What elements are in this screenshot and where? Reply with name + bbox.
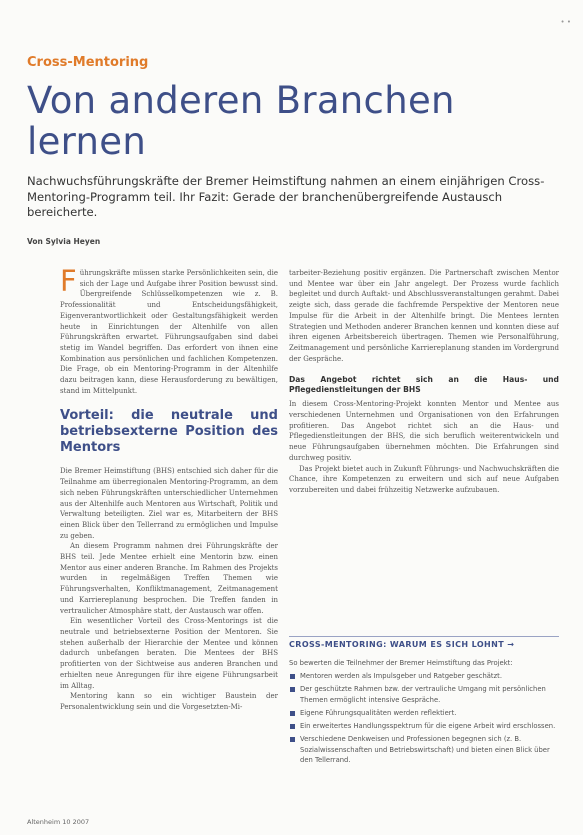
intro-text: ührungskräfte müssen starke Persönlichkeiten sein, die sich der Lage und Aufgabe ihrer Position bewusst sind. Übergreifende Schlüsselkompetenzen wie z. B. Professionalität und Entscheidungsfähigkeit, Eigenverantwortlichkeit oder Gestaltungsfähigkeit werden heute in Einrichtungen der Altenhilfe von allen Führungskräften erwartet. Führungsaufgaben sind dabei stetig im Wandel begriffen. Das erfordert von ihnen eine Kombination aus persönlichen und fachlichen Kompetenzen. Die Frage, ob ein Mentoring-Programm in der Altenhilfe dazu beitragen kann, diese Herausforderung zu bewältigen, stand im Mittelpunkt. [60, 269, 278, 395]
subhead-offer: Das Angebot richtet sich an die Haus- und Pflegedienstleitungen der BHS [289, 375, 559, 395]
body-paragraph: Ein wesentlicher Vorteil des Cross-Mentorings ist die neutrale und betriebsexterne Position der Mentoren. Sie stehen außerhalb der Hierarchie der Mentee und können dadurch unbefangen beraten. Die Mentees der BHS profitierten von der Sichtweise aus anderen Branchen und erhielten neue Anregungen für ihre eigene Führungsarbeit im Alltag. [60, 617, 278, 690]
body-paragraph: tarbeiter-Beziehung positiv ergänzen. Die Partnerschaft zwischen Mentor und Mentee war über ein Jahr angelegt. Der Prozess wurde fachlich begleitet und durch Auftakt- und Abschlussveranstaltungen gerahmt. Dabei zeigte sich, dass gerade die fachfremde Perspektive der Mentoren neue Impulse für die Arbeit in der Altenhilfe bringt. Die Mentees lernten Strategien und Methoden anderer Branchen kennen und konnten diese auf ihren eigenen Arbeitsbereich übertragen. Themen wie Personalführung, Zeitmanagement und persönliche Karriereplanung standen im Vordergrund der Gespräche. [289, 269, 559, 363]
article-column-right [289, 268, 559, 628]
article-kicker: Cross-Mentoring [27, 55, 149, 70]
article-lead: Nachwuchsführungskräfte der Bremer Heimstiftung nahmen an einem einjährigen Cross-Mentoring-Programm teil. Ihr Fazit: Gerade der branchenübergreifende Austausch bereicherte. [27, 174, 545, 219]
article-author: Von Sylvia Heyen [27, 237, 101, 246]
list-item: Mentoren werden als Impulsgeber und Ratgeber geschätzt. [289, 671, 559, 681]
box-list [289, 671, 559, 768]
body-paragraph: Mentoring kann so ein wichtiger Baustein der Personalentwicklung sein und die Vorgesetzten-Mi- [60, 692, 278, 711]
drop-cap: F [60, 268, 77, 298]
body-paragraph: Die Bremer Heimstiftung (BHS) entschied sich daher für die Teilnahme am überregionalen Mentoring-Programm, an dem sich neben Führungskräften unterschiedlicher Unternehmen aus der Altenhilfe auch Mentoren aus Wirtschaft, Politik und Verwaltung beteiligten. Ziel war es, Mitarbeitern der BHS einen Blick über den Tellerrand zu ermöglichen und Impulse zu geben. [60, 467, 278, 540]
list-item: Der geschützte Rahmen bzw. der vertrauliche Umgang mit persönlichen Themen ermöglicht intensive Gespräche. [289, 684, 559, 705]
body-paragraph: An diesem Programm nahmen drei Führungskräfte der BHS teil. Jede Mentee erhielt eine Mentorin bzw. einen Mentor aus einer anderen Branche. Im Rahmen des Projekts wurden in regelmäßigen Treffen Themen wie Führungsverhalten, Konfliktmanagement, Zeitmanagement und Karriereplanung besprochen. Die Treffen fanden in vertraulicher Atmosphäre statt, der Austausch war offen. [60, 542, 278, 615]
box-title: CROSS-MENTORING: WARUM ES SICH LOHNT → [289, 640, 515, 649]
body-paragraph: In diesem Cross-Mentoring-Projekt konnten Mentor und Mentee aus verschiedenen Unternehmen und Organisationen von den Erfahrungen profitieren. Das Angebot richtet sich an die Haus- und Pflegedienstleitungen der BHS, die sich beruflich weiterentwickeln und neue Führungsaufgaben übernehmen möchten. Die Erfahrungen sind durchweg positiv. [289, 400, 559, 462]
list-item: Ein erweitertes Handlungsspektrum für die eigene Arbeit wird erschlossen. [289, 721, 559, 731]
article-headline: Von anderen Branchen lernen [27, 79, 455, 163]
intro-paragraph [60, 268, 278, 396]
box-intro: So bewerten die Teilnehmer der Bremer Heimstiftung das Projekt: [289, 659, 513, 667]
article-column-left [60, 268, 278, 808]
subhead-neutral-position: Vorteil: die neutrale und betriebsexterne Position des Mentors [60, 408, 278, 456]
box-divider [289, 636, 559, 637]
page-footer: Altenheim 10 2007 [27, 818, 90, 826]
list-item: Verschiedene Denkweisen und Professionen begegnen sich (z. B. Sozialwissenschaften und Betriebswirtschaft) und bieten einen Blick über den Tellerrand. [289, 734, 559, 765]
list-item: Eigene Führungsqualitäten werden reflektiert. [289, 708, 559, 718]
body-paragraph: Das Projekt bietet auch in Zukunft Führungs- und Nachwuchskräften die Chance, ihre Kompetenzen zu erweitern und sich auf neue Aufgaben vorzubereiten und dabei frühzeitig Netzwerke aufzubauen. [289, 464, 559, 494]
page-number-marker: • • [560, 18, 571, 26]
